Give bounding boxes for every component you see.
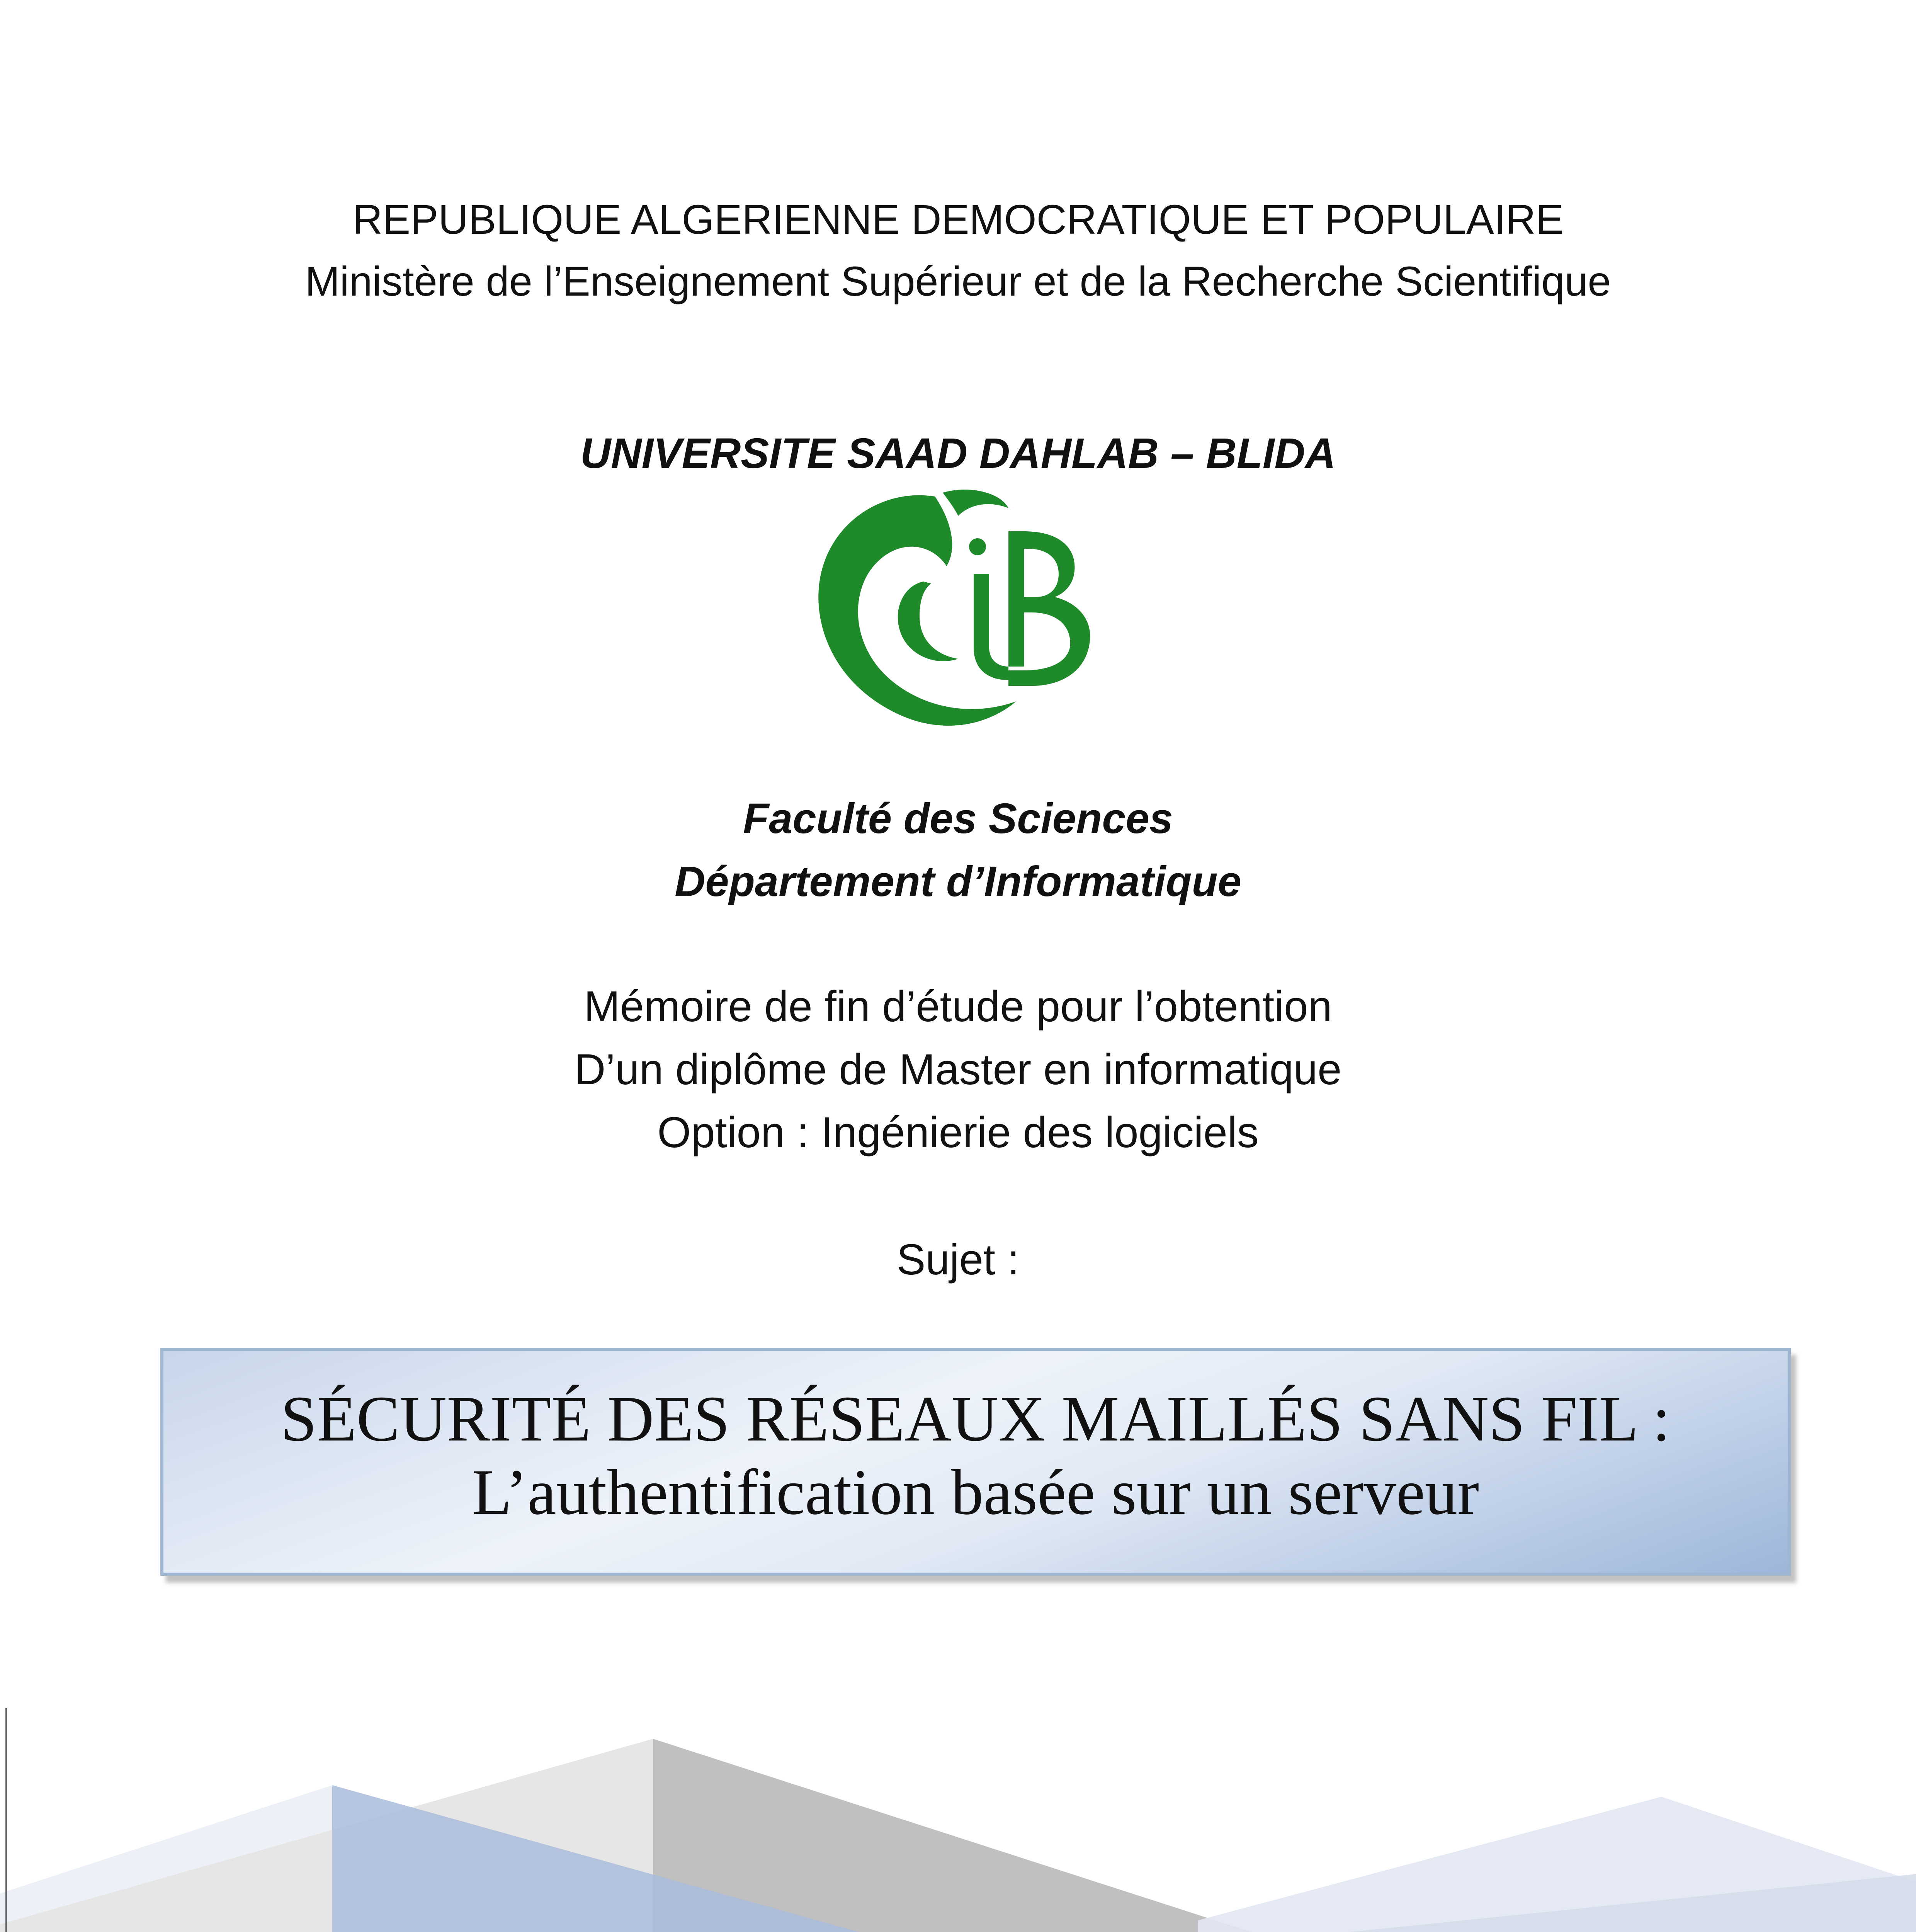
country-header: REPUBLIQUE ALGERIENNE DEMOCRATIQUE ET POPULAIRE bbox=[352, 196, 1564, 243]
university-logo-icon bbox=[808, 485, 1109, 732]
decorative-background-art bbox=[0, 1708, 1916, 1932]
memoire-line-1: Mémoire de fin d’étude pour l’obtention bbox=[584, 982, 1332, 1031]
university-name: UNIVERSITE SAAD DAHLAB – BLIDA bbox=[580, 430, 1336, 477]
memoire-option: Option : Ingénierie des logiciels bbox=[657, 1108, 1259, 1156]
subject-title-line-1: SÉCURITÉ DES RÉSEAUX MAILLÉS SANS FIL : bbox=[281, 1383, 1671, 1455]
left-border-line bbox=[5, 1708, 7, 1932]
department-name: Département d’Informatique bbox=[675, 858, 1241, 905]
subject-title-box bbox=[160, 1348, 1791, 1576]
subject-title-line-2: L’authentification basée sur un serveur bbox=[472, 1456, 1479, 1528]
faculty-name: Faculté des Sciences bbox=[743, 795, 1173, 842]
subject-label: Sujet : bbox=[896, 1235, 1020, 1284]
memoire-line-2: D’un diplôme de Master en informatique bbox=[574, 1045, 1342, 1094]
ministry-header: Ministère de l’Enseignement Supérieur et de la Recherche Scientifique bbox=[305, 258, 1611, 304]
